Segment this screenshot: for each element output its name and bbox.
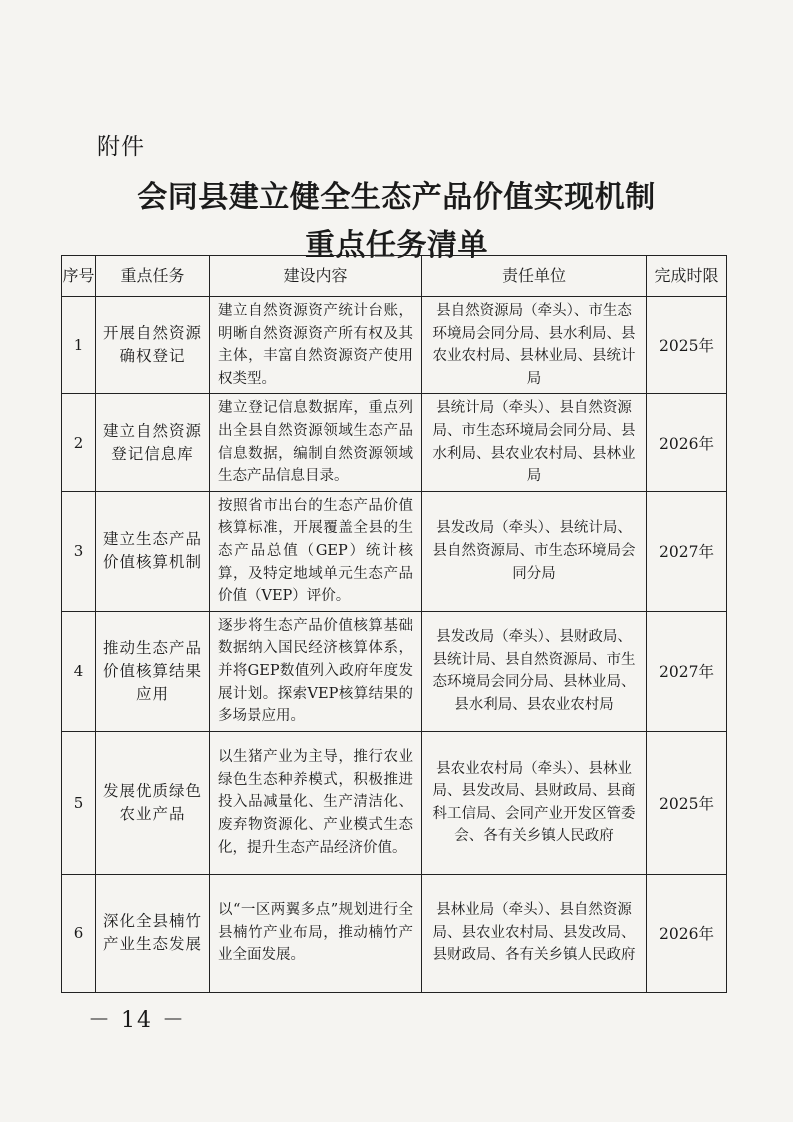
table-row [62, 491, 727, 611]
row-deadline: 2025年 [647, 297, 727, 394]
row-unit: 县林业局（牵头）、县自然资源局、县农业农村局、县发改局、县财政局、各有关乡镇人民政府 [422, 874, 647, 992]
row-content: 逐步将生态产品价值核算基础数据纳入国民经济核算体系，并将GEP数值列入政府年度发展计划。探索VEP核算结果的多场景应用。 [210, 611, 422, 731]
header-num: 序号 [62, 256, 96, 297]
row-unit: 县发改局（牵头）、县财政局、县统计局、县自然资源局、市生态环境局会同分局、县林业局、县水利局、县农业农村局 [422, 611, 647, 731]
row-task: 建立自然资源登记信息库 [96, 394, 210, 491]
table-row [62, 611, 727, 731]
row-num: 3 [62, 491, 96, 611]
header-content: 建设内容 [210, 256, 422, 297]
row-num: 1 [62, 297, 96, 394]
table-row [62, 297, 727, 394]
task-table [61, 255, 727, 993]
table-row [62, 394, 727, 491]
row-content: 按照省市出台的生态产品价值核算标准，开展覆盖全县的生态产品总值（GEP）统计核算，及特定地域单元生态产品价值（VEP）评价。 [210, 491, 422, 611]
row-deadline: 2026年 [647, 874, 727, 992]
row-unit: 县发改局（牵头）、县统计局、县自然资源局、市生态环境局会同分局 [422, 491, 647, 611]
row-unit: 县统计局（牵头）、县自然资源局、市生态环境局会同分局、县水利局、县农业农村局、县林业局 [422, 394, 647, 491]
row-content: 建立登记信息数据库，重点列出全县自然资源领域生态产品信息数据，编制自然资源领域生态产品信息目录。 [210, 394, 422, 491]
row-content: 建立自然资源资产统计台账，明晰自然资源资产所有权及其主体，丰富自然资源资产使用权类型。 [210, 297, 422, 394]
row-task: 发展优质绿色农业产品 [96, 731, 210, 874]
document-title-line1: 会同县建立健全生态产品价值实现机制 [137, 180, 656, 215]
row-content: 以生猪产业为主导，推行农业绿色生态种养模式，积极推进投入品减量化、生产清洁化、废弃物资源化、产业模式生态化，提升生态产品经济价值。 [210, 731, 422, 874]
row-deadline: 2026年 [647, 394, 727, 491]
row-unit: 县自然资源局（牵头）、市生态环境局会同分局、县水利局、县农业农村局、县林业局、县统计局 [422, 297, 647, 394]
header-task: 重点任务 [96, 256, 210, 297]
row-num: 4 [62, 611, 96, 731]
row-task: 推动生态产品价值核算结果应用 [96, 611, 210, 731]
row-num: 5 [62, 731, 96, 874]
table-header-row [62, 256, 727, 297]
row-content: 以“一区两翼多点”规划进行全县楠竹产业布局，推动楠竹产业全面发展。 [210, 874, 422, 992]
table-row [62, 874, 727, 992]
row-deadline: 2027年 [647, 491, 727, 611]
row-deadline: 2027年 [647, 611, 727, 731]
page-number: － 14 － [88, 1008, 186, 1033]
row-task: 深化全县楠竹产业生态发展 [96, 874, 210, 992]
header-deadline: 完成时限 [647, 256, 727, 297]
row-task: 建立生态产品价值核算机制 [96, 491, 210, 611]
row-num: 2 [62, 394, 96, 491]
table-row [62, 731, 727, 874]
row-deadline: 2025年 [647, 731, 727, 874]
row-task: 开展自然资源确权登记 [96, 297, 210, 394]
row-num: 6 [62, 874, 96, 992]
row-unit: 县农业农村局（牵头）、县林业局、县发改局、县财政局、县商科工信局、会同产业开发区管委会、各有关乡镇人民政府 [422, 731, 647, 874]
document-title-line2: 重点任务清单 [305, 228, 488, 263]
attachment-label: 附件 [97, 134, 145, 160]
header-unit: 责任单位 [422, 256, 647, 297]
